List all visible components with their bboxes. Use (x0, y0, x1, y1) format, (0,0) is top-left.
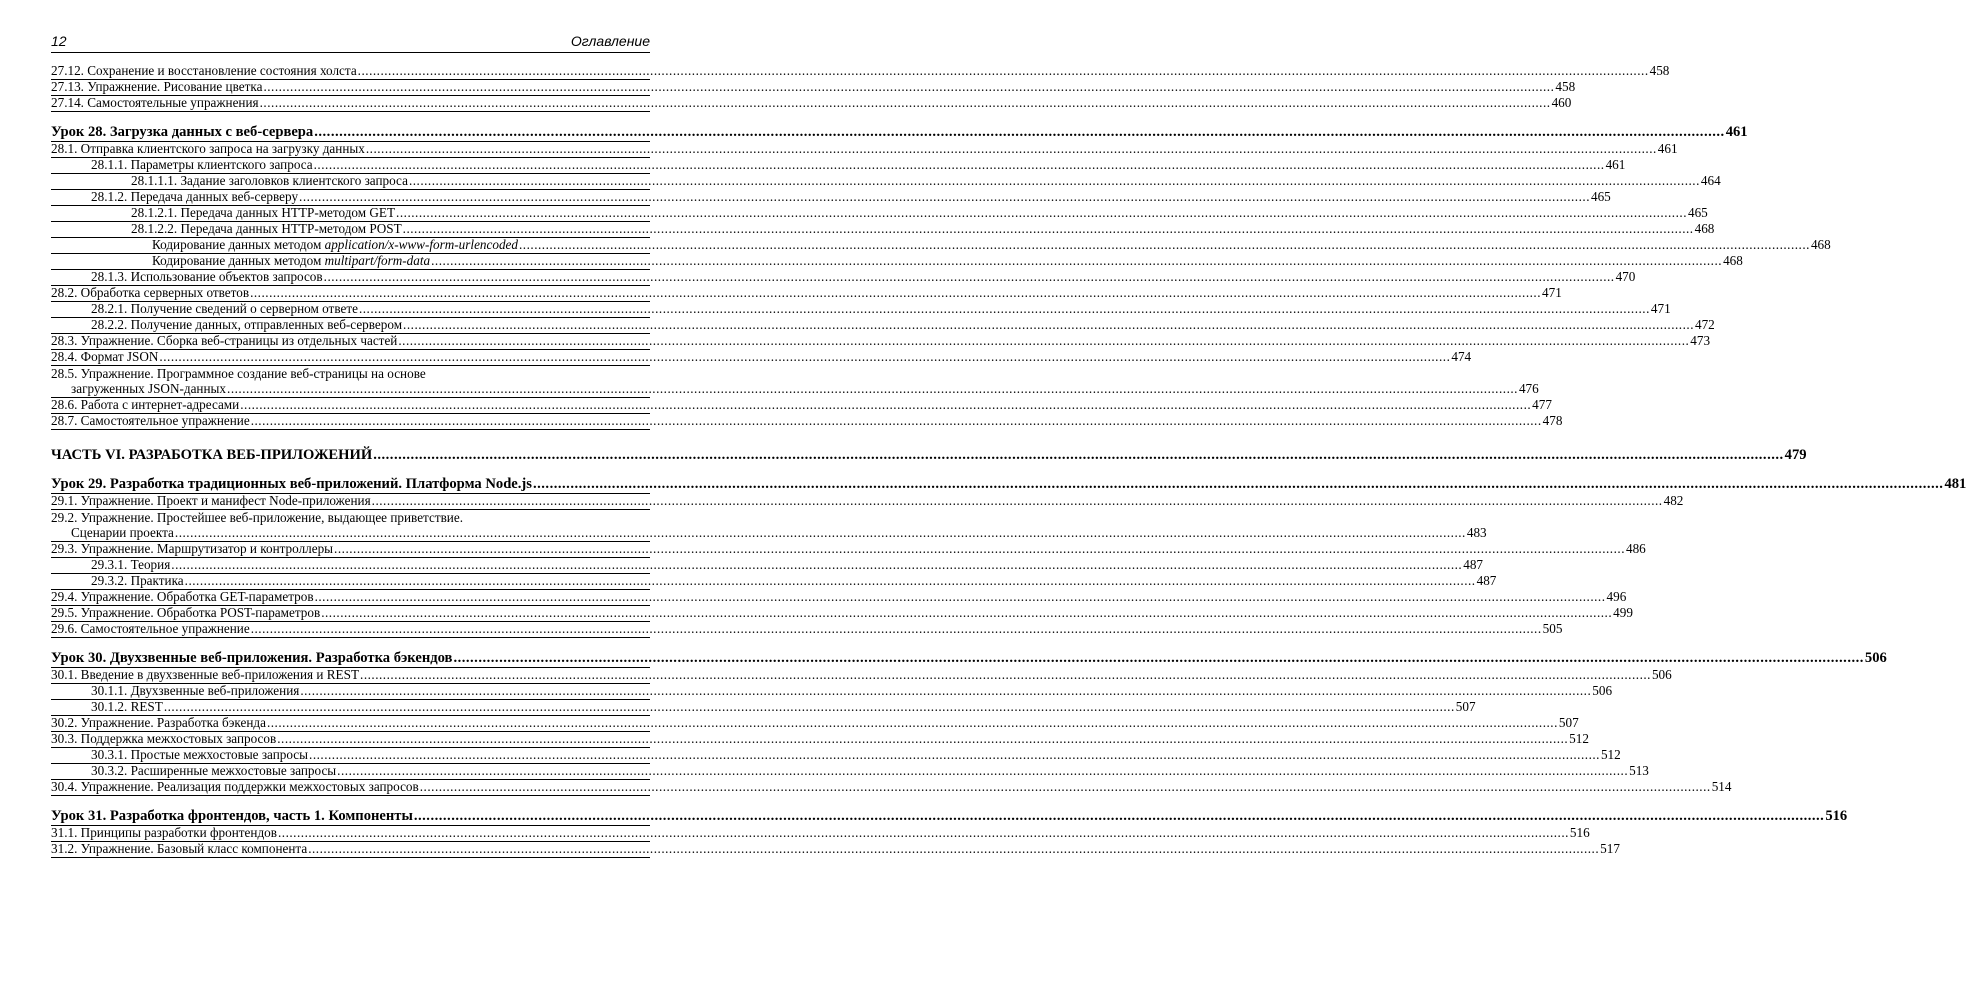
dot-leader (309, 747, 1600, 763)
entry-text: 29.3.2. Практика (91, 573, 184, 588)
entry-title (51, 683, 299, 699)
dot-leader (251, 621, 1542, 637)
entry-text: 28.2.1. Получение сведений о серверном ответе (91, 301, 358, 316)
entry-title (51, 699, 163, 715)
entry-page-number: 486 (1625, 541, 1646, 556)
dot-leader (403, 221, 1694, 237)
entry-title (51, 841, 307, 857)
entry-title (51, 446, 372, 464)
entry-text: 27.14. Самостоятельные упражнения (51, 95, 259, 110)
entry-page-number: 487 (1476, 573, 1497, 588)
entry-text: Урок 31. Разработка фронтендов, часть 1. Компоненты (51, 808, 413, 824)
toc-entry[interactable] (51, 573, 1497, 590)
entry-page-number: 506 (1592, 683, 1613, 698)
dot-leader (240, 397, 1531, 413)
entry-text: 28.2. Обработка серверных ответов (51, 285, 250, 300)
dot-leader (409, 173, 1700, 189)
toc-entry[interactable] (51, 699, 1476, 716)
entry-text: 30.1.2. REST (91, 699, 163, 714)
toc-entry[interactable] (51, 79, 1576, 96)
entry-title (51, 589, 314, 605)
entry-title (51, 731, 276, 747)
entry-text: загруженных JSON-данных (71, 381, 227, 396)
entry-title (51, 237, 518, 253)
dot-leader (403, 317, 1694, 333)
entry-text: 31.1. Принципы разработки фронтендов (51, 825, 277, 840)
toc-entry[interactable] (51, 381, 1539, 398)
dot-leader (321, 605, 1612, 621)
entry-title (51, 189, 298, 205)
entry-page-number: 505 (1542, 621, 1563, 636)
entry-title (51, 366, 426, 382)
entry-title (51, 510, 463, 526)
dot-leader (337, 763, 1628, 779)
dot-leader (396, 205, 1687, 221)
entry-text: 28.1.1. Параметры клиентского запроса (91, 157, 313, 172)
entry-page-number: 478 (1542, 413, 1563, 428)
toc-entry[interactable] (51, 683, 1613, 700)
toc-entry[interactable] (51, 589, 1627, 606)
entry-title (51, 649, 452, 667)
dot-leader (227, 381, 1518, 397)
entry-page-number: 471 (1650, 301, 1671, 316)
entry-title (51, 205, 395, 221)
entry-title (51, 285, 249, 301)
dot-leader (308, 841, 1599, 857)
dot-leader (533, 475, 1943, 493)
part-heading[interactable] (51, 446, 1807, 464)
page-number: 12 (51, 33, 67, 49)
toc-entry[interactable] (51, 510, 650, 526)
entry-page-number: 481 (1944, 476, 1966, 492)
entry-text: 30.4. Упражнение. Реализация поддержки межхостовых запросов (51, 779, 419, 794)
entry-text: 27.13. Упражнение. Рисование цветка (51, 79, 263, 94)
toc-entry[interactable] (51, 157, 1626, 174)
toc-entry[interactable] (51, 621, 1563, 638)
entry-text: Кодирование данных методом (152, 237, 325, 252)
entry-page-number: 517 (1600, 841, 1620, 856)
entry-page-number: 468 (1723, 253, 1743, 268)
entry-title (51, 475, 532, 493)
entry-page-number: 499 (1613, 605, 1633, 620)
toc-entry[interactable] (51, 349, 1472, 366)
entry-text: 29.3. Упражнение. Маршрутизатор и контроллеры (51, 541, 334, 556)
entry-text: 28.3. Упражнение. Сборка веб-страницы из отдельных частей (51, 333, 398, 348)
entry-title (51, 63, 357, 79)
entry-text: 28.7. Самостоятельное упражнение (51, 413, 250, 428)
entry-title (51, 221, 402, 237)
toc-entry[interactable] (51, 173, 1721, 190)
entry-page-number: 496 (1606, 589, 1627, 604)
dot-leader (164, 699, 1455, 715)
entry-title (51, 413, 250, 429)
entry-text: 30.3.2. Расширенные межхостовые запросы (91, 763, 337, 778)
entry-text: 31.2. Упражнение. Базовый класс компонента (51, 841, 308, 856)
entry-page-number: 506 (1651, 667, 1672, 682)
entry-page-number: 482 (1663, 493, 1684, 508)
entry-title (51, 301, 358, 317)
entry-title (51, 763, 336, 779)
entry-page-number: 477 (1532, 397, 1552, 412)
entry-page-number: 468 (1694, 221, 1715, 236)
toc-entry[interactable] (51, 747, 1621, 764)
entry-text: 30.2. Упражнение. Разработка бэкенда (51, 715, 266, 730)
toc-entry[interactable] (51, 205, 1708, 222)
entry-text: 30.1. Введение в двухзвенные веб-приложения и REST (51, 667, 360, 682)
dot-leader (185, 573, 1476, 589)
entry-text: 28.1.3. Использование объектов запросов (91, 269, 323, 284)
spacer (51, 430, 650, 446)
entry-title (51, 95, 259, 111)
toc-entry[interactable] (51, 366, 650, 382)
entry-page-number: 506 (1864, 650, 1887, 666)
toc-entry[interactable] (51, 715, 1579, 732)
entry-title (51, 825, 277, 841)
section-title: Оглавление (570, 33, 650, 49)
entry-italic-text: application/x-www-form-urlencoded (324, 237, 518, 252)
entry-title (51, 253, 430, 269)
dot-leader (260, 95, 1551, 111)
entry-text: 28.6. Работа с интернет-адресами (51, 397, 240, 412)
entry-text: 28.1.2.1. Передача данных HTTP-методом GET (131, 205, 396, 220)
entry-page-number: 513 (1629, 763, 1649, 778)
dot-leader (299, 189, 1590, 205)
dot-leader (324, 269, 1615, 285)
toc-entry[interactable] (51, 825, 1590, 842)
entry-title (51, 157, 313, 173)
toc-entry[interactable] (51, 667, 1672, 684)
entry-title (51, 747, 308, 763)
entry-page-number: 516 (1569, 825, 1590, 840)
entry-text: 27.12. Сохранение и восстановление состояния холста (51, 63, 357, 78)
toc-entry[interactable] (51, 333, 1711, 350)
dot-leader (278, 825, 1569, 841)
lesson-heading[interactable] (51, 650, 1887, 668)
entry-title (51, 621, 250, 637)
entry-page-number: 461 (1657, 141, 1678, 156)
entry-title (51, 381, 226, 397)
running-header (51, 30, 650, 53)
entry-text: 28.1. Отправка клиентского запроса на загрузку данных (51, 141, 365, 156)
entry-text: 30.1.1. Двухзвенные веб-приложения (91, 683, 300, 698)
entry-page-number: 458 (1555, 79, 1576, 94)
dot-leader (171, 557, 1462, 573)
entry-title (51, 667, 359, 683)
entry-text: 29.5. Упражнение. Обработка POST-параметров (51, 605, 321, 620)
toc-entry[interactable] (51, 253, 1743, 270)
toc-entry[interactable] (51, 237, 1831, 254)
entry-text: 28.1.2.2. Передача данных HTTP-методом POST (131, 221, 402, 236)
dot-leader (358, 63, 1649, 79)
entry-page-number: 465 (1590, 189, 1611, 204)
entry-text: Сценарии проекта (71, 525, 174, 540)
entry-title (51, 333, 397, 349)
toc-entry[interactable] (51, 95, 1572, 112)
dot-leader (366, 141, 1657, 157)
toc-entry[interactable] (51, 397, 1552, 414)
dot-leader (263, 79, 1554, 95)
entry-title (51, 79, 262, 95)
entry-title (51, 605, 320, 621)
toc-entry[interactable] (51, 525, 1487, 542)
entry-title (51, 269, 323, 285)
toc-entry[interactable] (51, 317, 1715, 334)
dot-leader (175, 525, 1466, 541)
entry-text: 28.2.2. Получение данных, отправленных веб-сервером (91, 317, 403, 332)
entry-title (51, 541, 333, 557)
dot-leader (373, 446, 1783, 464)
entry-text: 29.3.1. Теория (91, 557, 171, 572)
toc-entry[interactable] (51, 763, 1649, 780)
entry-page-number: 514 (1711, 779, 1732, 794)
entry-page-number: 458 (1649, 63, 1670, 78)
table-of-contents (51, 63, 1966, 858)
entry-text: Кодирование данных методом (152, 253, 325, 268)
toc-entry[interactable] (51, 731, 1589, 748)
dot-leader (277, 731, 1568, 747)
toc-entry[interactable] (51, 557, 1483, 574)
dot-leader (359, 301, 1650, 317)
toc-entry[interactable] (51, 269, 1636, 286)
dot-leader (314, 157, 1605, 173)
toc-entry[interactable] (51, 189, 1611, 206)
dot-leader (431, 253, 1722, 269)
entry-page-number: 460 (1551, 95, 1572, 110)
entry-page-number: 512 (1569, 731, 1589, 746)
toc-entry[interactable] (51, 285, 1562, 302)
entry-text: 30.3.1. Простые межхостовые запросы (91, 747, 309, 762)
entry-page-number: 465 (1687, 205, 1708, 220)
entry-text: Урок 29. Разработка традиционных веб-приложений. Платформа Node.js (51, 476, 532, 492)
entry-title (51, 573, 184, 589)
entry-page-number: 476 (1518, 381, 1539, 396)
entry-title (51, 493, 371, 509)
entry-text: 29.1. Упражнение. Проект и манифест Node-приложения (51, 493, 371, 508)
entry-text: 29.4. Упражнение. Обработка GET-параметров (51, 589, 314, 604)
dot-leader (398, 333, 1689, 349)
lesson-heading[interactable] (51, 476, 1966, 494)
dot-leader (414, 807, 1824, 825)
entry-page-number: 487 (1463, 557, 1483, 572)
entry-page-number: 474 (1451, 349, 1472, 364)
toc-entry[interactable] (51, 605, 1633, 622)
entry-title (51, 141, 365, 157)
entry-title (51, 349, 158, 365)
dot-leader (267, 715, 1558, 731)
dot-leader (360, 667, 1651, 683)
entry-text: 30.3. Поддержка межхостовых запросов (51, 731, 277, 746)
entry-page-number: 461 (1605, 157, 1626, 172)
entry-italic-text: multipart/form-data (324, 253, 431, 268)
entry-text: 28.1.2. Передача данных веб-серверу (91, 189, 299, 204)
dot-leader (315, 589, 1606, 605)
toc-entry[interactable] (51, 541, 1646, 558)
entry-title (51, 173, 408, 189)
lesson-heading[interactable] (51, 124, 1748, 142)
entry-page-number: 464 (1700, 173, 1721, 188)
entry-title (51, 525, 174, 541)
entry-page-number: 507 (1455, 699, 1476, 714)
entry-page-number: 516 (1825, 808, 1848, 824)
toc-entry[interactable] (51, 841, 1620, 858)
entry-page-number: 471 (1542, 285, 1562, 300)
entry-text: Урок 30. Двухзвенные веб-приложения. Разработка бэкендов (51, 650, 453, 666)
entry-text: 29.6. Самостоятельное упражнение (51, 621, 250, 636)
toc-entry[interactable] (51, 493, 1684, 510)
toc-entry[interactable] (51, 301, 1671, 318)
entry-page-number: 507 (1558, 715, 1579, 730)
entry-text: 28.1.1.1. Задание заголовков клиентского запроса (131, 173, 408, 188)
entry-text: 29.2. Упражнение. Простейшее веб-приложение, выдающее приветствие. (51, 510, 464, 525)
entry-page-number: 470 (1615, 269, 1636, 284)
dot-leader (420, 779, 1711, 795)
dot-leader (314, 123, 1724, 141)
entry-page-number: 473 (1690, 333, 1711, 348)
lesson-heading[interactable] (51, 808, 1848, 826)
document-page (51, 0, 1966, 988)
entry-text: Урок 28. Загрузка данных с веб-сервера (51, 124, 314, 140)
entry-title (51, 779, 419, 795)
entry-page-number: 461 (1725, 124, 1748, 140)
entry-text: 28.4. Формат JSON (51, 349, 159, 364)
dot-leader (519, 237, 1810, 253)
toc-entry[interactable] (51, 221, 1715, 238)
toc-entry[interactable] (51, 779, 1732, 796)
entry-page-number: 483 (1466, 525, 1487, 540)
dot-leader (159, 349, 1450, 365)
entry-title (51, 397, 239, 413)
dot-leader (251, 413, 1542, 429)
entry-title (51, 715, 266, 731)
entry-text: 28.5. Упражнение. Программное создание веб-страницы на основе (51, 366, 426, 381)
dot-leader (372, 493, 1663, 509)
entry-page-number: 472 (1694, 317, 1715, 332)
dot-leader (453, 649, 1863, 667)
toc-entry[interactable] (51, 63, 1670, 80)
dot-leader (250, 285, 1541, 301)
entry-title (51, 557, 170, 573)
entry-title (51, 807, 413, 825)
entry-text: ЧАСТЬ VI. РАЗРАБОТКА ВЕБ-ПРИЛОЖЕНИЙ (51, 447, 373, 463)
entry-title (51, 123, 313, 141)
entry-page-number: 512 (1600, 747, 1621, 762)
toc-entry[interactable] (51, 141, 1678, 158)
dot-leader (300, 683, 1591, 699)
toc-entry[interactable] (51, 413, 1563, 430)
dot-leader (334, 541, 1625, 557)
entry-page-number: 468 (1810, 237, 1831, 252)
entry-title (51, 317, 402, 333)
entry-page-number: 479 (1784, 447, 1807, 463)
